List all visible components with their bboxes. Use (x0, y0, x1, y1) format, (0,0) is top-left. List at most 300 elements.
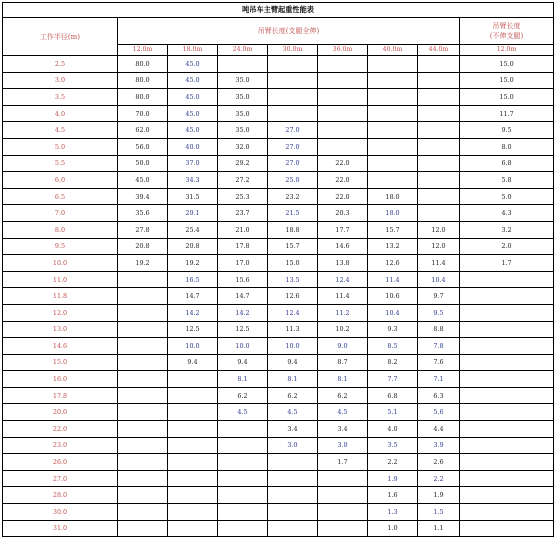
capacity-cell (268, 89, 318, 106)
capacity-cell: 1.3 (368, 504, 418, 521)
capacity-cell: 13.2 (368, 238, 418, 255)
capacity-cell (168, 504, 218, 521)
sub-header-44m: 44.0m (418, 45, 460, 56)
capacity-cell (318, 105, 368, 122)
capacity-cell: 6.8 (368, 387, 418, 404)
table-row (3, 354, 554, 371)
radius-cell: 26.0 (3, 454, 118, 471)
capacity-cell (168, 387, 218, 404)
capacity-cell: 9.4 (168, 354, 218, 371)
capacity-cell: 9.5 (460, 122, 554, 139)
capacity-cell: 35.0 (218, 105, 268, 122)
table-row (3, 271, 554, 288)
capacity-cell: 70.0 (118, 105, 168, 122)
capacity-cell (168, 487, 218, 504)
table-row (3, 504, 554, 521)
radius-cell: 15.0 (3, 354, 118, 371)
header-boom-length-line2: (不伸支腿) (489, 32, 524, 40)
header-radius: 工作半径(m) (3, 18, 118, 56)
capacity-cell (218, 470, 268, 487)
table-row (3, 387, 554, 404)
capacity-cell: 12.6 (368, 255, 418, 272)
table-row (3, 255, 554, 272)
capacity-cell: 11.4 (368, 271, 418, 288)
capacity-cell (218, 520, 268, 537)
capacity-cell: 12.4 (268, 304, 318, 321)
capacity-cell: 2.2 (368, 454, 418, 471)
capacity-cell: 12.4 (318, 271, 368, 288)
capacity-cell (318, 487, 368, 504)
capacity-cell (318, 470, 368, 487)
capacity-cell: 10.2 (318, 321, 368, 338)
capacity-cell: 4.4 (418, 421, 460, 438)
capacity-cell: 39.4 (118, 188, 168, 205)
radius-cell: 4.5 (3, 122, 118, 139)
capacity-cell: 18.8 (268, 221, 318, 238)
capacity-cell (118, 437, 168, 454)
capacity-cell: 20.3 (318, 205, 368, 222)
capacity-cell: 21.5 (268, 205, 318, 222)
capacity-cell: 6.2 (218, 387, 268, 404)
table-title: 吨吊车主臂起重性能表 (3, 3, 554, 18)
sub-header-36m: 36.0m (318, 45, 368, 56)
capacity-cell: 34.3 (168, 172, 218, 189)
capacity-cell: 35.0 (218, 89, 268, 106)
radius-cell: 30.0 (3, 504, 118, 521)
capacity-cell: 11.7 (460, 105, 554, 122)
table-row (3, 338, 554, 355)
capacity-cell: 11.2 (318, 304, 368, 321)
capacity-cell (118, 304, 168, 321)
capacity-cell (418, 205, 460, 222)
capacity-cell (118, 321, 168, 338)
capacity-cell (118, 387, 168, 404)
capacity-cell: 1.0 (368, 520, 418, 537)
table-row (3, 371, 554, 388)
table-row (3, 122, 554, 139)
capacity-cell (118, 371, 168, 388)
capacity-cell (218, 421, 268, 438)
radius-cell: 31.0 (3, 520, 118, 537)
radius-cell: 6.5 (3, 188, 118, 205)
table-row (3, 304, 554, 321)
table-row (3, 205, 554, 222)
capacity-cell: 2.2 (418, 470, 460, 487)
capacity-cell (118, 288, 168, 305)
capacity-cell (368, 155, 418, 172)
capacity-cell (460, 470, 554, 487)
capacity-cell: 35.0 (218, 72, 268, 89)
capacity-cell: 1.1 (418, 520, 460, 537)
capacity-cell (118, 504, 168, 521)
capacity-cell: 8.1 (218, 371, 268, 388)
sub-header-24m: 24.0m (218, 45, 268, 56)
capacity-cell (460, 504, 554, 521)
capacity-cell: 11.4 (418, 255, 460, 272)
capacity-cell: 7.1 (418, 371, 460, 388)
capacity-cell (218, 437, 268, 454)
capacity-cell: 25.4 (168, 221, 218, 238)
capacity-cell: 17.7 (318, 221, 368, 238)
capacity-cell: 10.4 (418, 271, 460, 288)
table-row (3, 138, 554, 155)
radius-cell: 4.0 (3, 105, 118, 122)
capacity-cell: 14.2 (168, 304, 218, 321)
capacity-cell: 7.7 (368, 371, 418, 388)
sub-header-18m: 18.0m (168, 45, 218, 56)
capacity-cell: 1.7 (460, 255, 554, 272)
capacity-cell: 22.0 (318, 155, 368, 172)
capacity-cell: 5.6 (418, 404, 460, 421)
capacity-cell (168, 470, 218, 487)
capacity-cell: 4.5 (268, 404, 318, 421)
capacity-cell: 25.3 (218, 188, 268, 205)
capacity-cell: 56.0 (118, 138, 168, 155)
capacity-cell (460, 321, 554, 338)
header-boom-length-line1: 吊臂长度 (492, 22, 521, 30)
capacity-cell: 4.3 (460, 205, 554, 222)
capacity-cell (460, 454, 554, 471)
capacity-cell: 1.9 (368, 470, 418, 487)
radius-cell: 16.0 (3, 371, 118, 388)
capacity-cell: 3.5 (368, 437, 418, 454)
capacity-cell (460, 421, 554, 438)
capacity-cell: 18.0 (368, 188, 418, 205)
capacity-cell (460, 404, 554, 421)
capacity-cell: 8.5 (368, 338, 418, 355)
capacity-cell (168, 371, 218, 388)
capacity-cell: 3.0 (268, 437, 318, 454)
capacity-cell (168, 437, 218, 454)
radius-cell: 3.0 (3, 72, 118, 89)
capacity-cell (268, 504, 318, 521)
capacity-cell (168, 520, 218, 537)
radius-cell: 5.5 (3, 155, 118, 172)
capacity-cell: 10.0 (168, 338, 218, 355)
capacity-cell: 29.1 (168, 205, 218, 222)
capacity-cell: 8.7 (318, 354, 368, 371)
capacity-cell: 9.4 (218, 354, 268, 371)
table-row (3, 238, 554, 255)
capacity-cell (268, 487, 318, 504)
capacity-cell (118, 354, 168, 371)
capacity-cell (368, 122, 418, 139)
capacity-cell (418, 122, 460, 139)
capacity-cell (418, 105, 460, 122)
capacity-cell (268, 56, 318, 73)
capacity-cell (318, 56, 368, 73)
capacity-cell: 18.0 (368, 205, 418, 222)
capacity-cell (460, 520, 554, 537)
capacity-cell (460, 487, 554, 504)
capacity-cell: 15.0 (460, 89, 554, 106)
capacity-cell (118, 271, 168, 288)
capacity-cell: 12.6 (268, 288, 318, 305)
capacity-cell (460, 338, 554, 355)
table-row (3, 437, 554, 454)
capacity-cell: 4.5 (218, 404, 268, 421)
capacity-cell (368, 56, 418, 73)
capacity-cell: 2.0 (460, 238, 554, 255)
capacity-cell: 3.4 (268, 421, 318, 438)
radius-cell: 17.8 (3, 387, 118, 404)
capacity-cell: 2.6 (418, 454, 460, 471)
table-row (3, 321, 554, 338)
capacity-cell: 3.9 (418, 437, 460, 454)
capacity-cell (460, 387, 554, 404)
capacity-cell: 3.2 (460, 221, 554, 238)
capacity-cell (168, 454, 218, 471)
capacity-cell: 40.0 (168, 138, 218, 155)
capacity-cell: 15.6 (218, 271, 268, 288)
capacity-cell: 1.5 (418, 504, 460, 521)
capacity-cell: 35.0 (218, 122, 268, 139)
crane-capacity-table (2, 2, 554, 537)
sub-header-30m: 30.0m (268, 45, 318, 56)
capacity-cell: 7.6 (418, 354, 460, 371)
capacity-cell: 9.0 (318, 338, 368, 355)
capacity-cell (268, 454, 318, 471)
capacity-cell: 5.1 (368, 404, 418, 421)
capacity-cell: 8.1 (318, 371, 368, 388)
capacity-cell (460, 437, 554, 454)
radius-cell: 23.0 (3, 437, 118, 454)
spreadsheet (2, 2, 553, 537)
capacity-cell: 8.8 (418, 321, 460, 338)
capacity-cell: 32.0 (218, 138, 268, 155)
capacity-cell: 6.2 (318, 387, 368, 404)
capacity-cell (318, 72, 368, 89)
capacity-cell (368, 105, 418, 122)
capacity-cell (318, 89, 368, 106)
capacity-cell: 15.0 (268, 255, 318, 272)
capacity-cell: 10.0 (268, 338, 318, 355)
capacity-cell: 3.4 (318, 421, 368, 438)
capacity-cell: 25.0 (268, 172, 318, 189)
capacity-cell (418, 138, 460, 155)
header-boom-length: 吊臂长度(支腿全伸) (118, 18, 460, 45)
radius-cell: 7.0 (3, 205, 118, 222)
capacity-cell: 1.7 (318, 454, 368, 471)
capacity-cell (418, 172, 460, 189)
capacity-cell: 6.8 (460, 155, 554, 172)
capacity-cell: 27.0 (268, 122, 318, 139)
capacity-cell: 15.7 (268, 238, 318, 255)
capacity-cell: 9.7 (418, 288, 460, 305)
table-row (3, 487, 554, 504)
capacity-cell: 20.8 (118, 238, 168, 255)
capacity-cell (118, 454, 168, 471)
radius-cell: 11.0 (3, 271, 118, 288)
capacity-cell: 6.3 (418, 387, 460, 404)
capacity-cell: 8.1 (268, 371, 318, 388)
radius-cell: 13.0 (3, 321, 118, 338)
capacity-cell: 19.2 (168, 255, 218, 272)
capacity-cell: 17.8 (218, 238, 268, 255)
radius-cell: 5.0 (3, 138, 118, 155)
table-row (3, 155, 554, 172)
table-row (3, 172, 554, 189)
capacity-cell: 21.0 (218, 221, 268, 238)
table-row (3, 520, 554, 537)
capacity-cell: 12.0 (418, 238, 460, 255)
sub-header-40m: 40.0m (368, 45, 418, 56)
capacity-cell (460, 288, 554, 305)
capacity-cell: 50.0 (118, 155, 168, 172)
capacity-cell (418, 56, 460, 73)
capacity-cell: 45.0 (168, 72, 218, 89)
capacity-cell: 5.0 (460, 188, 554, 205)
capacity-cell: 5.8 (460, 172, 554, 189)
capacity-cell: 13.5 (268, 271, 318, 288)
sub-header-12m-no-outrigger: 12.0m (460, 45, 554, 56)
capacity-cell: 27.0 (268, 138, 318, 155)
capacity-cell: 12.5 (168, 321, 218, 338)
capacity-cell (318, 138, 368, 155)
capacity-cell: 23.7 (218, 205, 268, 222)
capacity-cell: 62.0 (118, 122, 168, 139)
table-row (3, 454, 554, 471)
capacity-cell: 3.0 (318, 437, 368, 454)
capacity-cell: 10.4 (368, 304, 418, 321)
capacity-cell: 17.0 (218, 255, 268, 272)
table-row (3, 105, 554, 122)
capacity-cell (118, 404, 168, 421)
radius-cell: 12.0 (3, 304, 118, 321)
radius-cell: 2.5 (3, 56, 118, 73)
capacity-cell (218, 504, 268, 521)
radius-cell: 10.0 (3, 255, 118, 272)
capacity-cell: 22.0 (318, 188, 368, 205)
table-row (3, 470, 554, 487)
capacity-cell: 14.7 (168, 288, 218, 305)
capacity-cell (118, 421, 168, 438)
table-row (3, 72, 554, 89)
capacity-cell: 14.7 (218, 288, 268, 305)
capacity-cell: 15.7 (368, 221, 418, 238)
radius-cell: 8.0 (3, 221, 118, 238)
capacity-cell: 19.2 (118, 255, 168, 272)
table-row (3, 221, 554, 238)
capacity-cell: 29.2 (218, 155, 268, 172)
radius-cell: 3.5 (3, 89, 118, 106)
capacity-cell (418, 72, 460, 89)
capacity-cell: 8.0 (460, 138, 554, 155)
table-row (3, 188, 554, 205)
header-boom-length-no-outrigger (460, 18, 554, 45)
capacity-cell: 45.0 (168, 89, 218, 106)
capacity-cell (460, 271, 554, 288)
capacity-cell: 9.3 (368, 321, 418, 338)
capacity-cell: 8.2 (368, 354, 418, 371)
capacity-cell: 80.0 (118, 56, 168, 73)
capacity-cell (268, 105, 318, 122)
capacity-cell: 23.2 (268, 188, 318, 205)
capacity-cell (368, 89, 418, 106)
capacity-cell: 9.5 (418, 304, 460, 321)
capacity-cell: 14.6 (318, 238, 368, 255)
capacity-cell: 13.8 (318, 255, 368, 272)
table-row (3, 404, 554, 421)
radius-cell: 20.0 (3, 404, 118, 421)
capacity-cell (368, 72, 418, 89)
radius-cell: 27.0 (3, 470, 118, 487)
capacity-cell (460, 371, 554, 388)
radius-cell: 22.0 (3, 421, 118, 438)
capacity-cell (218, 56, 268, 73)
capacity-cell (418, 188, 460, 205)
radius-cell: 28.0 (3, 487, 118, 504)
capacity-cell: 20.8 (168, 238, 218, 255)
capacity-cell: 45.0 (168, 122, 218, 139)
table-row (3, 288, 554, 305)
capacity-cell (218, 487, 268, 504)
capacity-cell: 11.3 (268, 321, 318, 338)
capacity-cell: 1.6 (368, 487, 418, 504)
capacity-cell: 11.4 (318, 288, 368, 305)
capacity-cell: 9.4 (268, 354, 318, 371)
capacity-cell: 45.0 (118, 172, 168, 189)
capacity-cell: 22.0 (318, 172, 368, 189)
capacity-cell: 37.0 (168, 155, 218, 172)
capacity-cell (118, 470, 168, 487)
capacity-cell (218, 454, 268, 471)
capacity-cell (368, 138, 418, 155)
capacity-cell: 35.6 (118, 205, 168, 222)
capacity-cell: 10.6 (368, 288, 418, 305)
sub-header-12m: 12.0m (118, 45, 168, 56)
capacity-cell (418, 89, 460, 106)
capacity-cell: 27.0 (268, 155, 318, 172)
capacity-cell (118, 520, 168, 537)
capacity-cell: 15.0 (460, 72, 554, 89)
capacity-cell (318, 504, 368, 521)
capacity-cell: 80.0 (118, 72, 168, 89)
capacity-cell (418, 155, 460, 172)
capacity-cell (118, 487, 168, 504)
capacity-cell (168, 404, 218, 421)
capacity-cell: 45.0 (168, 56, 218, 73)
capacity-cell: 1.9 (418, 487, 460, 504)
capacity-cell: 45.0 (168, 105, 218, 122)
capacity-cell: 27.2 (218, 172, 268, 189)
radius-cell: 11.8 (3, 288, 118, 305)
capacity-cell (368, 172, 418, 189)
capacity-cell: 27.8 (118, 221, 168, 238)
capacity-cell (268, 470, 318, 487)
capacity-cell (460, 354, 554, 371)
capacity-cell (168, 421, 218, 438)
capacity-cell: 14.2 (218, 304, 268, 321)
capacity-cell: 12.0 (418, 221, 460, 238)
capacity-cell: 80.0 (118, 89, 168, 106)
capacity-cell: 10.0 (218, 338, 268, 355)
radius-cell: 14.6 (3, 338, 118, 355)
capacity-cell (268, 72, 318, 89)
capacity-cell (460, 304, 554, 321)
capacity-cell: 4.0 (368, 421, 418, 438)
capacity-cell: 6.2 (268, 387, 318, 404)
capacity-cell: 7.8 (418, 338, 460, 355)
capacity-cell (318, 122, 368, 139)
radius-cell: 6.0 (3, 172, 118, 189)
capacity-cell: 12.5 (218, 321, 268, 338)
table-row (3, 56, 554, 73)
capacity-cell: 4.5 (318, 404, 368, 421)
capacity-cell: 31.5 (168, 188, 218, 205)
table-row (3, 89, 554, 106)
capacity-cell: 15.0 (460, 56, 554, 73)
